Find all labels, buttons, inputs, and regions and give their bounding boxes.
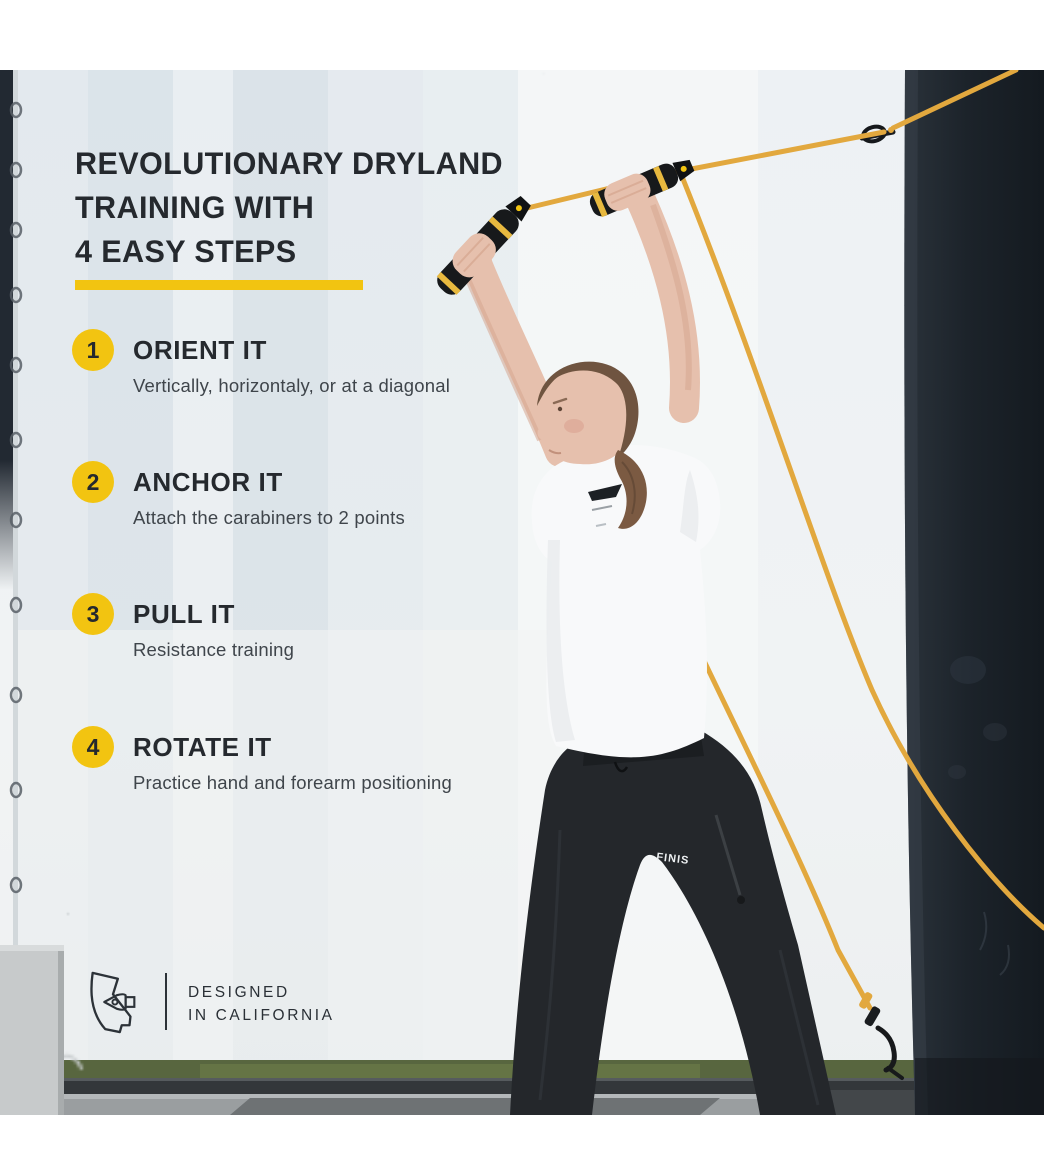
headline-underline [75, 280, 363, 290]
badge-line-2: IN CALIFORNIA [188, 1007, 335, 1024]
headline-line-1: REVOLUTIONARY DRYLAND [75, 145, 504, 181]
badge-text [188, 981, 335, 1027]
step-title: PULL IT [133, 599, 235, 629]
pants-logo: FINIS [655, 851, 690, 868]
step-3 [72, 593, 294, 661]
california-state-icon [84, 970, 142, 1034]
step-2 [72, 461, 405, 529]
step-title: ROTATE IT [133, 732, 272, 762]
step-description: Practice hand and forearm positioning [133, 772, 453, 793]
step-number-badge: 1 [72, 329, 114, 371]
headline-line-3: 4 EASY STEPS [75, 233, 297, 269]
anchor-pole [904, 70, 1044, 1115]
badge-line-1: DESIGNED [188, 984, 290, 1001]
step-description: Resistance training [133, 639, 295, 660]
step-number-badge: 4 [72, 726, 114, 768]
concrete-post [0, 945, 64, 1115]
step-number-badge: 2 [72, 461, 114, 503]
step-4 [72, 726, 452, 794]
step-number-badge: 3 [72, 593, 114, 635]
step-title: ORIENT IT [133, 335, 267, 365]
headline [75, 141, 503, 273]
designed-in-california-badge [84, 970, 335, 1034]
step-description: Vertically, horizontaly, or at a diagonal [133, 375, 451, 396]
headline-line-2: TRAINING WITH [75, 189, 315, 225]
step-title: ANCHOR IT [133, 467, 283, 497]
step-1 [72, 329, 450, 397]
step-description: Attach the carabiners to 2 points [133, 507, 405, 528]
badge-divider [165, 973, 167, 1030]
